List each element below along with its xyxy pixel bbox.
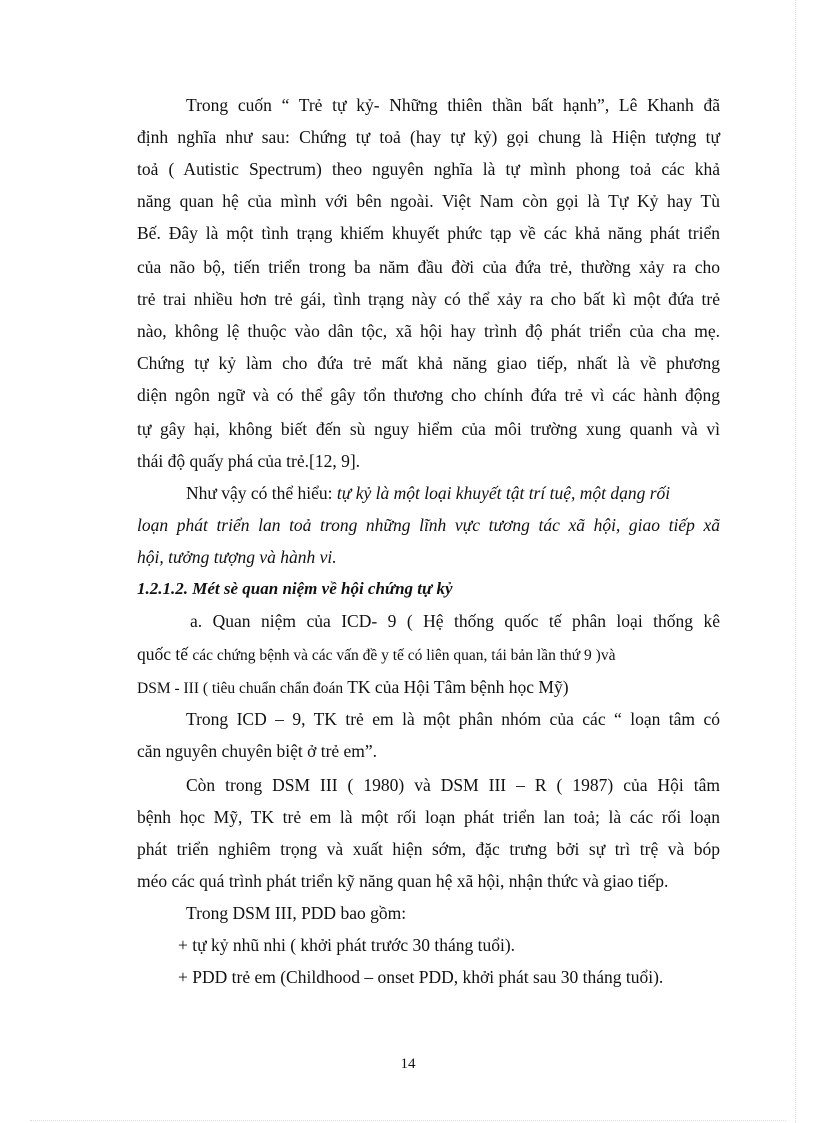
text-line [186, 482, 720, 504]
text-line: Trong ICD – 9, TK trẻ em là một phân nhóm của các “ loạn tâm có [186, 709, 720, 729]
text-line: của não bộ, tiến triển trong ba năm đầu đời của đứa trẻ, thường xảy ra cho [137, 257, 720, 277]
text-line: toả ( Autistic Spectrum) theo nguyên nghĩa là tự mình phong toả các khả [137, 159, 720, 179]
text-line: thái độ quấy phá của trẻ.[12, 9]. [137, 451, 361, 471]
text-line: hội, tưởng tượng và hành vi. [137, 547, 337, 567]
text-line: Bế. Đây là một tình trạng khiếm khuyết phức tạp về các khả năng phát triển [137, 223, 720, 243]
text-line: Trong cuốn “ Trẻ tự kỷ- Những thiên thần bất hạnh”, Lê Khanh đã [186, 95, 720, 115]
text-fragment: TK của Hội Tâm bệnh học Mỹ) [347, 677, 569, 697]
definition-italic: tự kỷ là một loại khuyết tật trí tuệ, một dạng rối [336, 483, 671, 503]
text-line: nào, không lệ thuộc vào dân tộc, xã hội hay trình độ phát triển của cha mẹ. [137, 321, 720, 341]
text-line: căn nguyên chuyên biệt ở trẻ em”. [137, 741, 378, 761]
page-edge-right [795, 0, 796, 1123]
text-line: a. Quan niệm của ICD- 9 ( Hệ thống quốc tế phân loại thống kê [190, 611, 720, 631]
text-line: định nghĩa như sau: Chứng tự toả (hay tự kỷ) gọi chung là Hiện tượng tự [137, 127, 720, 147]
text-fragment-small: các chứng bệnh và các vấn đề y tế có liên quan, tái bản lần thứ 9 )và [192, 647, 616, 664]
page-number: 14 [400, 1056, 416, 1072]
text-line: năng quan hệ của mình với bên ngoài. Việt Nam còn gọi là Tự Kỷ hay Tù [137, 191, 720, 211]
text-fragment-small: DSM - III ( tiêu chuẩn chẩn đoán [137, 680, 344, 697]
text-line: méo các quá trình phát triển kỹ năng quan hệ xã hội, nhận thức và giao tiếp. [137, 871, 669, 891]
text-line: tự gây hại, không biết đến sù nguy hiểm của môi trường xung quanh và vì [137, 419, 720, 439]
text-line: Chứng tự kỷ làm cho đứa trẻ mất khả năng giao tiếp, nhất là về phương [137, 353, 720, 373]
page-edge-bottom [30, 1120, 786, 1121]
text-line [137, 643, 720, 665]
text-line: trẻ trai nhiều hơn trẻ gái, tình trạng này có thể xảy ra cho bất kì một đứa trẻ [137, 289, 720, 309]
section-heading: 1.2.1.2. Mét sè quan niệm về hội chứng tự kỷ [137, 579, 453, 598]
text-line: phát triển nghiêm trọng và xuất hiện sớm, đặc trưng bởi sự trì trệ và bóp [137, 839, 720, 859]
text-line: Còn trong DSM III ( 1980) và DSM III – R ( 1987) của Hội tâm [186, 775, 720, 795]
text-line: loạn phát triển lan toả trong những lĩnh vực tương tác xã hội, giao tiếp xã [137, 515, 720, 535]
text-line: bệnh học Mỹ, TK trẻ em là một rối loạn phát triển lan toả; là các rối loạn [137, 807, 720, 827]
text-fragment: quốc tế [137, 644, 189, 664]
text-line [137, 676, 720, 698]
list-item: + tự kỷ nhũ nhi ( khởi phát trước 30 tháng tuổi). [178, 935, 516, 955]
definition-lead: Như vậy có thể hiểu: [186, 483, 333, 503]
list-item: + PDD trẻ em (Childhood – onset PDD, khởi phát sau 30 tháng tuổi). [178, 967, 664, 987]
text-line: diện ngôn ngữ và có thể gây tổn thương cho chính đứa trẻ vì các hành động [137, 385, 720, 405]
text-line: Trong DSM III, PDD bao gồm: [186, 903, 407, 923]
